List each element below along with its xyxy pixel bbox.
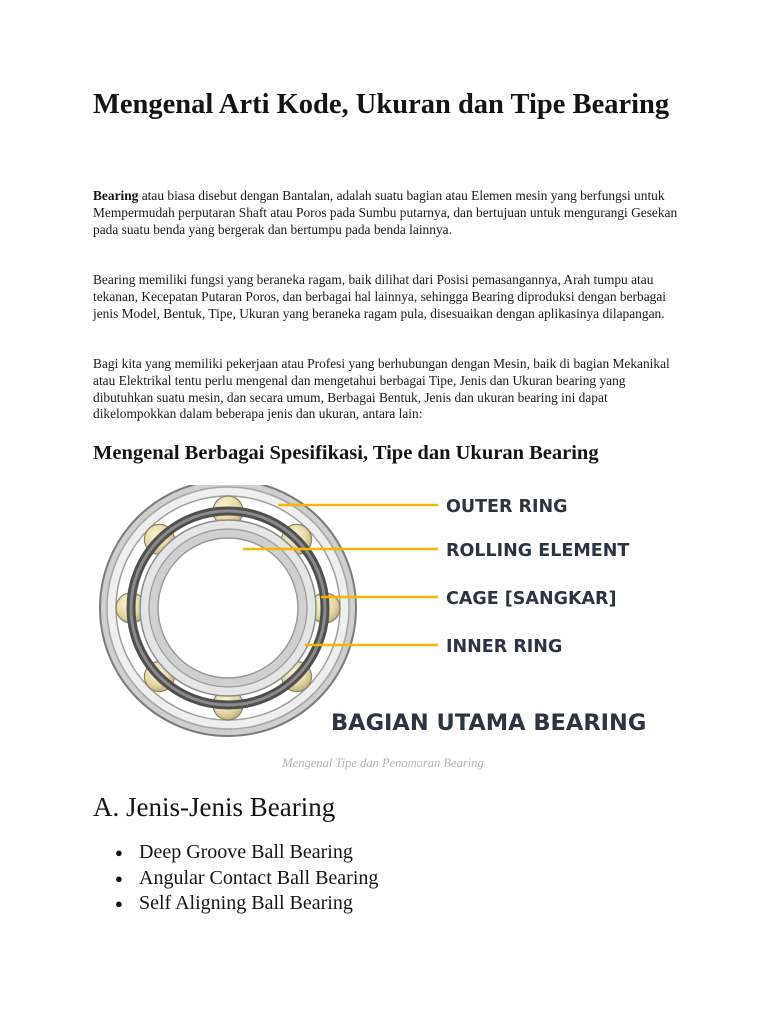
figure-caption: Mengenal Tipe dan Penomoran Bearing	[282, 756, 484, 770]
label-rolling-element: ROLLING ELEMENT	[446, 541, 630, 561]
paragraph-3: Bagi kita yang memiliki pekerjaan atau Profesi yang berhubungan dengan Mesin, baik di bagian Mekanikal atau Elektrikal tentu perlu mengenal dan mengetahui berbagai Tipe, Jenis dan Ukuran bearing yang dibutuhkan suatu mesin, dan secara umum, Berbagai Bentuk, Jenis dan ukuran bearing ini dapat dikelompokkan dalam beberapa jenis dan ukuran, antara lain:	[93, 356, 670, 422]
label-cage: CAGE [SANGKAR]	[446, 589, 617, 609]
intro-bold-term: Bearing	[93, 188, 139, 203]
intro-text: atau biasa disebut dengan Bantalan, adalah suatu bagian atau Elemen mesin yang berfungsi untuk Mempermudah perputaran Shaft atau Poros pada Sumbu putarnya, dan bertujuan untuk mengurangi Gesekan pada suatu benda yang bergerak dan bertumpu pada benda lainnya.	[93, 188, 678, 237]
diagram-banner: BAGIAN UTAMA BEARING	[331, 710, 647, 736]
section-subtitle: Mengenal Berbagai Spesifikasi, Tipe dan Ukuran Bearing	[93, 442, 599, 464]
list-item	[93, 840, 378, 866]
section-heading: A. Jenis-Jenis Bearing	[93, 792, 336, 822]
bearing-diagram-svg	[93, 485, 673, 750]
page-title: Mengenal Arti Kode, Ukuran dan Tipe Bearing	[93, 89, 670, 120]
label-outer-ring: OUTER RING	[446, 497, 568, 517]
inner-ring-bore	[158, 538, 298, 678]
bullet-icon: ●	[115, 845, 123, 860]
bearing-types-list	[93, 840, 378, 917]
bullet-icon: ●	[115, 870, 123, 886]
intro-paragraph	[93, 188, 678, 238]
list-item	[93, 891, 378, 917]
label-inner-ring: INNER RING	[446, 637, 563, 657]
list-item	[93, 866, 378, 892]
list-item-label: Deep Groove Ball Bearing	[139, 841, 353, 863]
bullet-icon: ●	[115, 896, 123, 911]
paragraph-2: Bearing memiliki fungsi yang beraneka ragam, baik dilihat dari Posisi pemasangannya, Arah tumpu atau tekanan, Kecepatan Putaran Poros, dan berbagai hal lainnya, sehingga Bearing diproduksi dengan berbagai jenis Model, Bentuk, Tipe, Ukuran yang beraneka ragam pula, disesuaikan dengan aplikasinya dilapangan.	[93, 272, 666, 321]
list-item-label: Angular Contact Ball Bearing	[139, 866, 379, 889]
bearing-diagram	[93, 485, 673, 750]
list-item-label: Self Aligning Ball Bearing	[139, 892, 353, 914]
